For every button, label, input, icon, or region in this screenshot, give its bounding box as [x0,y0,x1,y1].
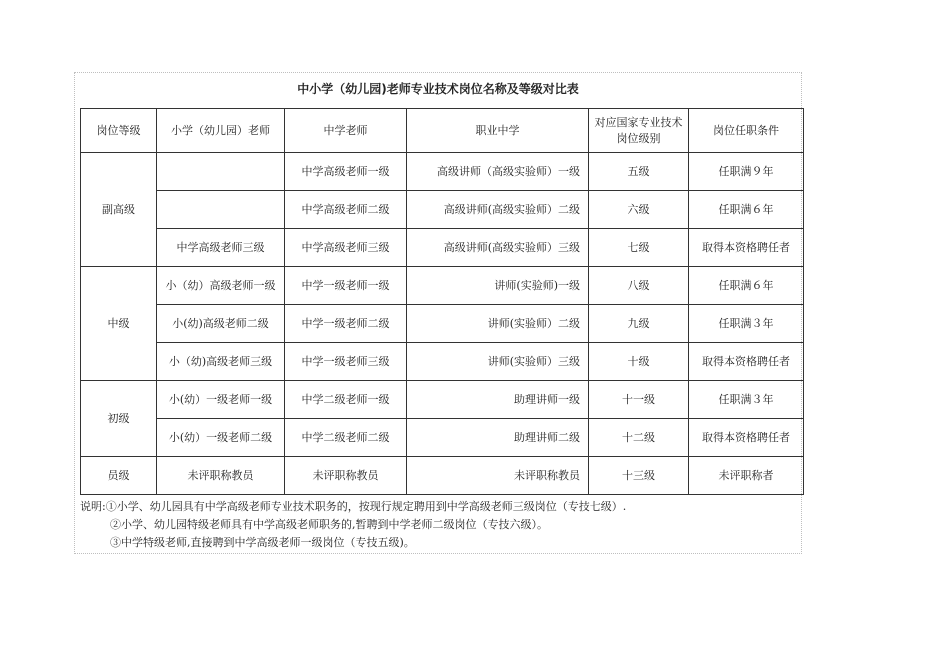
cell-middle: 中学高级老师三级 [285,229,407,267]
cell-primary: 小(幼)高级老师二级 [157,305,285,343]
cell-middle: 中学一级老师二级 [285,305,407,343]
note-line: ②小学、幼儿园特级老师具有中学高级老师职务的,暂聘到中学老师二级岗位（专技六级）。 [110,518,548,531]
cell-vocational: 高级讲师(高级实验师）三级 [407,229,589,267]
table-row [81,229,804,267]
cell-middle: 未评职称教员 [285,457,407,495]
cell-national: 八级 [589,267,689,305]
cell-primary: 小(幼）一级老师一级 [157,381,285,419]
group-label: 员级 [81,457,157,495]
header-row [81,109,804,153]
header-level: 岗位等级 [81,109,157,153]
cell-condition: 取得本资格聘任者 [689,343,804,381]
cell-national: 五级 [589,153,689,191]
cell-primary [157,153,285,191]
cell-condition: 任职满３年 [689,381,804,419]
cell-national: 十一级 [589,381,689,419]
cell-primary: 小（幼）高级老师一级 [157,267,285,305]
cell-condition: 未评职称者 [689,457,804,495]
cell-middle: 中学二级老师一级 [285,381,407,419]
cell-vocational: 讲师(实验师)一级 [407,267,589,305]
cell-national: 十三级 [589,457,689,495]
cell-vocational: 未评职称教员 [407,457,589,495]
table-row [81,153,804,191]
cell-national: 十级 [589,343,689,381]
cell-middle: 中学高级老师二级 [285,191,407,229]
header-condition: 岗位任职条件 [689,109,804,153]
cell-primary: 小(幼）一级老师二级 [157,419,285,457]
table-row [81,343,804,381]
cell-condition: 取得本资格聘任者 [689,229,804,267]
cell-vocational: 讲师(实验师）三级 [407,343,589,381]
cell-condition: 任职满６年 [689,267,804,305]
header-middle: 中学老师 [285,109,407,153]
cell-primary: 未评职称教员 [157,457,285,495]
cell-middle: 中学一级老师一级 [285,267,407,305]
table-row [81,267,804,305]
cell-primary [157,191,285,229]
cell-national: 七级 [589,229,689,267]
table-title: 中小学（幼儿园)老师专业技术岗位名称及等级对比表 [297,82,579,96]
cell-vocational: 高级讲师(高级实验师）二级 [407,191,589,229]
cell-national: 九级 [589,305,689,343]
group-label: 副高级 [81,153,157,267]
cell-vocational: 讲师(实验师）二级 [407,305,589,343]
table-row [81,419,804,457]
header-vocational: 职业中学 [407,109,589,153]
note-line: ③中学特级老师,直接聘到中学高级老师一级岗位（专技五级)。 [110,536,415,549]
table-row [81,381,804,419]
cell-vocational: 高级讲师（高级实验师）一级 [407,153,589,191]
comparison-table [80,108,804,495]
cell-national: 六级 [589,191,689,229]
cell-primary: 小（幼)高级老师三级 [157,343,285,381]
table-row [81,457,804,495]
cell-condition: 任职满６年 [689,191,804,229]
header-national: 对应国家专业技术岗位级别 [589,109,689,153]
cell-middle: 中学一级老师三级 [285,343,407,381]
cell-vocational: 助理讲师二级 [407,419,589,457]
table-row [81,191,804,229]
cell-condition: 取得本资格聘任者 [689,419,804,457]
cell-condition: 任职满３年 [689,305,804,343]
cell-middle: 中学高级老师一级 [285,153,407,191]
group-label: 初级 [81,381,157,457]
notes [80,498,626,552]
table-row [81,305,804,343]
cell-middle: 中学二级老师二级 [285,419,407,457]
cell-condition: 任职满９年 [689,153,804,191]
cell-national: 十二级 [589,419,689,457]
header-primary: 小学（幼儿园）老师 [157,109,285,153]
note-line: 说明:①小学、幼儿园具有中学高级老师专业技术职务的，按现行规定聘用到中学高级老师三级岗位（专技七级）. [80,500,627,513]
group-label: 中级 [81,267,157,381]
cell-vocational: 助理讲师一级 [407,381,589,419]
cell-primary: 中学高级老师三级 [157,229,285,267]
